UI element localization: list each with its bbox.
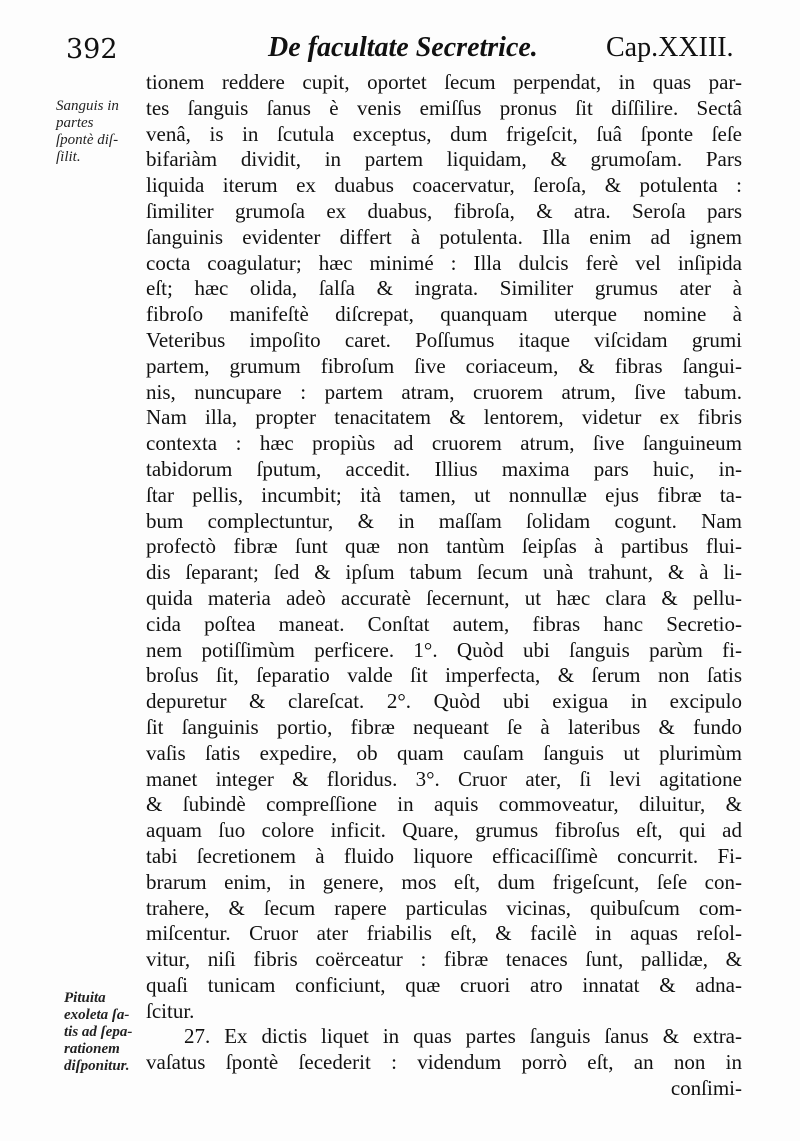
text-line: partem, grumum fibroſum ſive coriaceum, & fibras ſangui- (146, 353, 742, 378)
text-line: quaſi tunicam conficiunt, quæ cruori atro innatat & adna- (146, 972, 742, 997)
text-line: tabidorum ſputum, accedit. Illius maxima pars huic, in- (146, 456, 742, 481)
text-line: broſus ſit, ſeparatio valde ſit imperfecta, & ſerum non ſatis (146, 663, 742, 688)
text-line: Nam illa, propter tenacitatem & lentorem, videtur ex fibris (146, 405, 742, 430)
margin-note-line: partes (56, 115, 94, 131)
margin-note-sanguis (56, 98, 119, 166)
text-line: tionem reddere cupit, oportet ſecum perpendat, in quas par- (146, 70, 742, 94)
margin-note-line: Pituita (64, 990, 106, 1006)
catchword: conſimi- (670, 1076, 742, 1101)
text-line: Veteribus impoſito caret. Poſſumus itaque viſcidam grumi (146, 327, 742, 352)
text-line: tes ſanguis ſanus è venis emiſſus pronus ſit diſſilire. Sectâ (146, 95, 742, 120)
text-line: 27. Ex dictis liquet in quas partes ſanguis ſanus & extra- (184, 1024, 742, 1049)
text-line: quida materia adeò accuratè ſecernunt, ut hæc clara & pellu- (146, 585, 742, 610)
text-line: miſcentur. Cruor ater friabilis eſt, & facilè in aquas reſol- (146, 921, 742, 946)
text-line: nem potiſſimùm perficere. 1°. Quòd ubi ſanguis parùm fi- (146, 637, 742, 662)
margin-note-line: exoleta ſa- (64, 1007, 130, 1023)
text-line: trahere, & ſecum rapere particulas vicinas, quibuſcum com- (146, 895, 742, 920)
text-line: contexta : hæc propiùs ad cruorem atrum, ſive ſanguineum (146, 431, 742, 456)
chapter-heading: Cap.XXIII. (606, 32, 734, 63)
margin-note-line: tis ad ſepa- (64, 1024, 133, 1040)
text-line: ſtar pellis, incumbit; ità tamen, ut nonnullæ ejus fibræ ta- (146, 482, 742, 507)
margin-note-line: ſilit. (56, 149, 81, 165)
text-line: vaſis ſatis expedire, ob quam cauſam ſanguis ut plurimùm (146, 740, 742, 765)
text-line: tabi ſecretionem à fluido liquore efficaciſſimè concurrit. Fi- (146, 843, 742, 868)
margin-note-line: rationem (64, 1041, 120, 1057)
text-line: depuretur & clareſcat. 2°. Quòd ubi exigua in excipulo (146, 689, 742, 714)
text-line: ſanguinis evidenter differt à potulenta. Illa enim ad ignem (146, 224, 742, 249)
text-line: manet integer & floridus. 3°. Cruor ater, ſi levi agitatione (146, 766, 742, 791)
body-text (146, 70, 742, 1102)
text-line: aquam ſuo colore inficit. Quare, grumus fibroſus eſt, qui ad (146, 818, 742, 843)
text-line: & ſubindè compreſſione in aquis commoveatur, diluitur, & (146, 792, 742, 817)
text-line: cida poſtea maneat. Conſtat autem, fibras hanc Secretio- (146, 611, 742, 636)
margin-note-line: diſponitur. (64, 1058, 130, 1074)
text-line: bum complectuntur, & in maſſam ſolidam cogunt. Nam (146, 508, 742, 533)
running-title: De facultate Secretrice. (268, 32, 538, 63)
text-line: ſcitur. (146, 998, 195, 1023)
margin-note-line: ſpontè diſ- (56, 132, 119, 148)
text-line: vitur, niſi fibris coërceatur : fibræ tenaces ſunt, pallidæ, & (146, 947, 742, 972)
page-number: 392 (66, 34, 118, 65)
text-line: dis ſeparant; ſed & ipſum tabum ſecum unà trahunt, & à li- (146, 560, 742, 585)
text-line: ſimiliter grumoſa ex duabus, fibroſa, & atra. Seroſa pars (146, 198, 742, 223)
text-line: vaſatus ſpontè ſecederit : videndum porrò eſt, an non in (146, 1050, 742, 1075)
text-line: nis, nuncupare : partem atram, cruorem atrum, ſive tabum. (146, 379, 742, 404)
text-line: venâ, is in ſcutula exceptus, dum frigeſcit, ſuâ ſponte ſeſe (146, 121, 742, 146)
text-line: ſit ſanguinis portio, fibræ nequeant ſe à lateribus & fundo (146, 714, 742, 739)
margin-note-line: Sanguis in (56, 98, 119, 114)
page-header (0, 30, 800, 70)
text-line: eſt; hæc olida, ſalſa & ingrata. Similiter grumus ater à (146, 276, 742, 301)
text-line: cocta coagulatur; hæc minimé : Illa dulcis ferè vel inſipida (146, 250, 742, 275)
text-line: liquida iterum ex duabus coacervatur, ſeroſa, & potulenta : (146, 173, 742, 198)
text-line: profectò fibræ ſunt quæ non tantùm ſeipſas à partibus flui- (146, 534, 742, 559)
text-line: fibroſo manifeſtè diſcrepat, quanquam uterque nomine à (146, 302, 742, 327)
text-line: brarum enim, in genere, mos eſt, dum frigeſcunt, ſeſe con- (146, 869, 742, 894)
text-line: bifariàm dividit, in partem liquidam, & grumoſam. Pars (146, 147, 742, 172)
margin-note-pituita (64, 990, 132, 1075)
